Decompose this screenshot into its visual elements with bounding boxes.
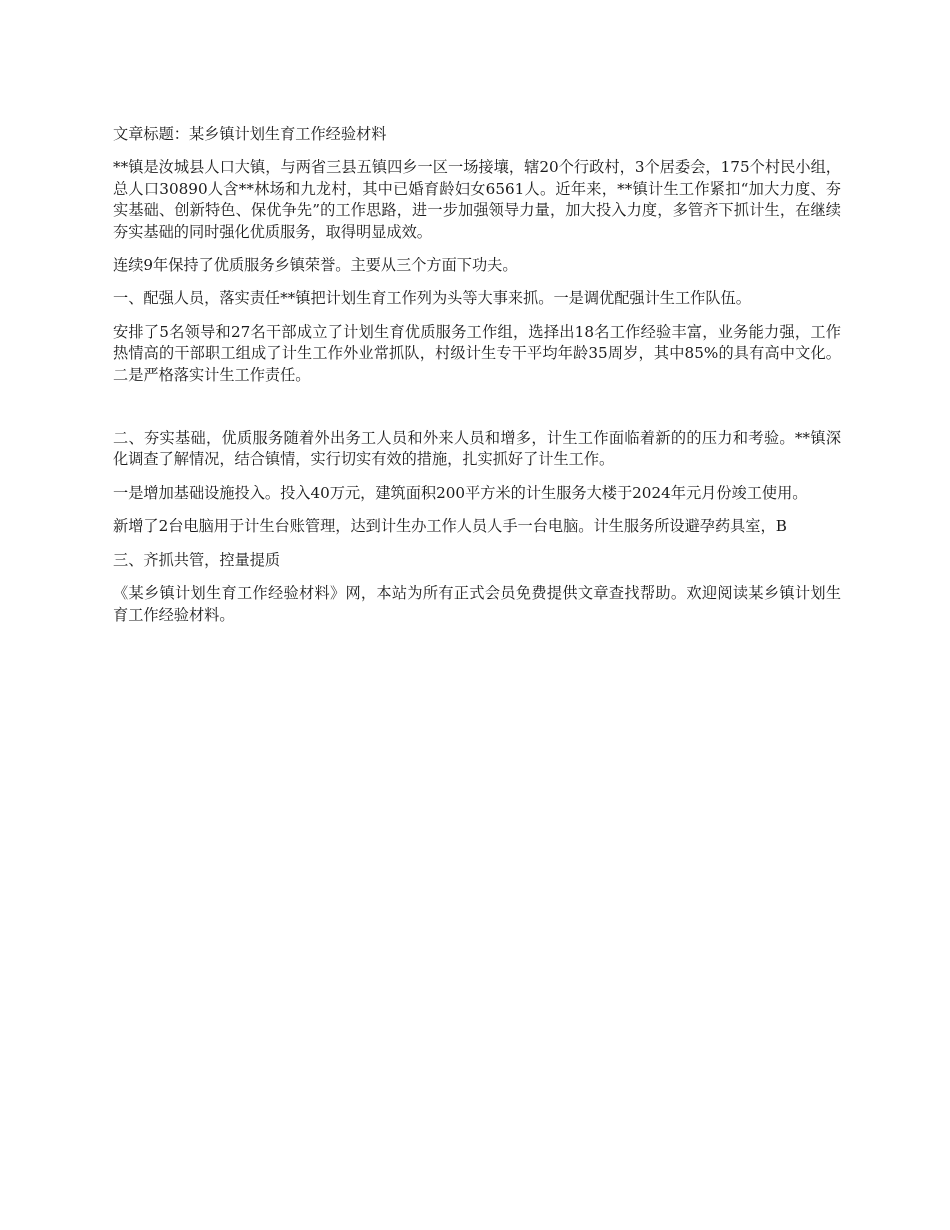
paragraph-intro: **镇是汝城县人口大镇，与两省三县五镇四乡一区一场接壤，辖20个行政村，3个居委会，175个村民小组，总人口30890人含**林场和九龙村，其中已婚育龄妇女6561人。近年来，**镇计生工作紧扣“加大力度、夯实基础、创新特色、保优争先”的工作思路，进一步加强领导力量，加大投入力度，多管齐下抓计生，在继续夯实基础的同时强化优质服务，取得明显成效。 <box>113 158 841 241</box>
article-title: 文章标题：某乡镇计划生育工作经验材料 <box>113 125 387 143</box>
section-gap <box>113 398 841 428</box>
document-page <box>113 124 841 638</box>
paragraph-investment: 一是增加基础设施投入。投入40万元，建筑面积200平方米的计生服务大楼于2024年元月份竣工使用。 <box>113 483 808 502</box>
paragraph-staffing: 安排了5名领导和27名干部成立了计划生育优质服务工作组，选择出18名工作经验丰富，业务能力强，工作热情高的干部职工组成了计生工作外业常抓队，村级计生专干平均年龄35周岁，其中85%的具有高中文化。二是严格落实计生工作责任。 <box>113 322 841 384</box>
paragraph-section-three: 三、齐抓共管，控量提质 <box>113 550 281 569</box>
paragraph-section-one: 一、配强人员，落实责任**镇把计划生育工作列为头等大事来抓。一是调优配强计生工作队伍。 <box>113 289 751 308</box>
paragraph-section-two: 二、夯实基础，优质服务随着外出务工人员和外来人员和增多，计生工作面临着新的的压力和考验。**镇深化调查了解情况，结合镇情，实行切实有效的措施，扎实抓好了计生工作。 <box>113 429 841 469</box>
paragraph-computers: 新增了2台电脑用于计生台账管理，达到计生办工作人员人手一台电脑。计生服务所设避孕药具室，B <box>113 517 787 536</box>
paragraph-honor: 连续9年保持了优质服务乡镇荣誉。主要从三个方面下功夫。 <box>113 256 518 275</box>
paragraph-footer-note: 《某乡镇计划生育工作经验材料》网，本站为所有正式会员免费提供文章查找帮助。欢迎阅读某乡镇计划生育工作经验材料。 <box>113 584 841 624</box>
